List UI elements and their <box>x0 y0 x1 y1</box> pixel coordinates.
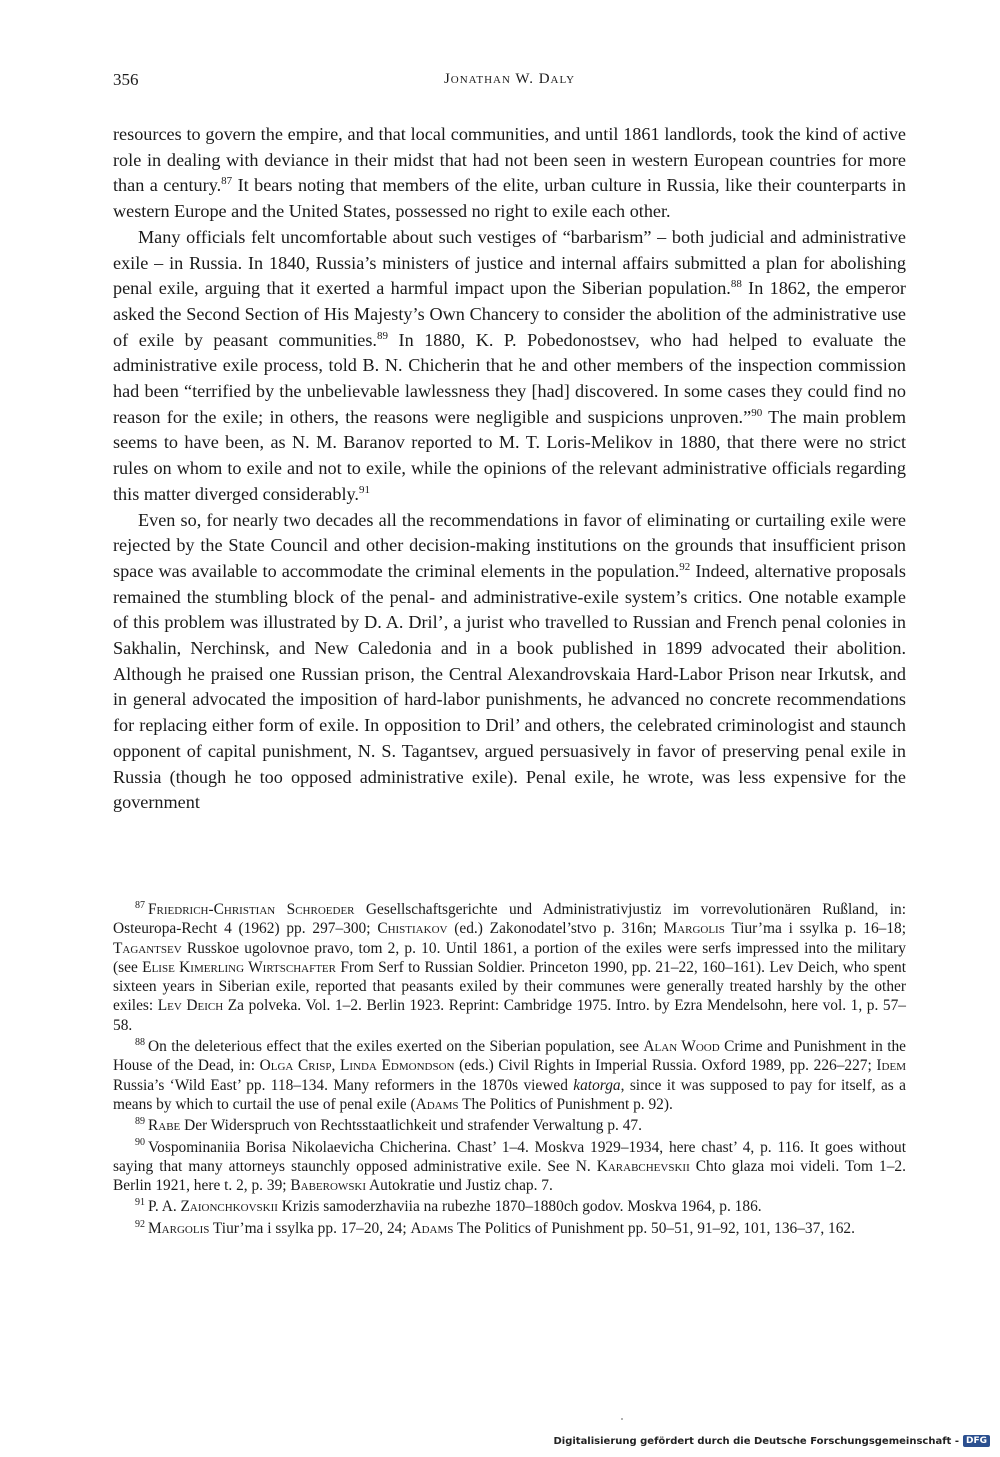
funding-text: Digitalisierung gefördert durch die Deutsche Forschungsgemeinschaft - <box>553 1435 959 1447</box>
footnote-ref: 89 <box>376 329 388 342</box>
footnote-ref: 91 <box>358 483 370 496</box>
running-head: Jonathan W. Daly <box>443 71 576 87</box>
footnotes <box>113 900 906 1240</box>
footnote-90: $^{90}$ Vospominaniia Borisa Nikolaevicha Chicherina. Chast’ 1–4. Moskva 1929–1934, here chast’ 4, p. 116. It goes without saying that many attorneys staunchly opposed administrative exile. See N. Karabchevskii Chto glaza moi videli. Tom 1–2. Berlin 1921, here t. 2, p. 39; Baberowski Autokratie und Justiz chap. 7. <box>113 1137 906 1195</box>
footnote-89: $^{89}$ Rabe Der Widerspruch von Rechtsstaatlichkeit und strafender Verwaltung p. 47. <box>135 1116 642 1135</box>
paragraph: resources to govern the empire, and that local communities, and until 1861 landlords, took the kind of active role in dealing with deviance in their midst that had not been seen in western European countries for more than a century.$^{87}$ It bears noting that members of the elite, urban culture in Russia, like their counterparts in western Europe and the United States, possessed no right to exile each other. <box>113 124 906 222</box>
paragraph: Many officials felt uncomfortable about such vestiges of “barbarism” – both judicial and administrative exile – in Russia. In 1840, Russia’s ministers of justice and internal affairs submitted a plan for abolishing penal exile, arguing that it exerted a harmful impact upon the Siberian population.$^{88}$ In 1862, the emperor asked the Second Section of His Majesty’s Own Chancery to consider the abolition of the administrative use of exile by peasant communities.$^{89}$ In 1880, K. P. Pobedonostsev, who had helped to evaluate the administrative exile process, told B. N. Chicherin that he and other members of the inspection commission had been “terrified by the unbelievable lawlessness they [had] discovered. In some cases they could find no reason for the exile; in others, the reasons were negligible and suspicions unproven.”$^{90}$ The main problem seems to have been, as N. M. Baranov reported to M. T. Loris-Melikov in 1880, that there were no strict rules on whom to exile and not to exile, while the opinions of the relevant administrative officials regarding this matter diverged considerably.$^{91}$ <box>113 226 906 504</box>
footnote-ref: 87 <box>221 175 233 188</box>
page-number: 356 <box>113 70 139 89</box>
body-text <box>113 122 906 816</box>
page-header <box>113 70 906 94</box>
funding-notice <box>553 1435 990 1447</box>
footnote-87: $^{87}$ Friedrich-Christian Schroeder Gesellschaftsgerichte und Administrativjustiz im vorrevolutionären Rußland, in: Osteuropa-Recht 4 (1962) pp. 297–300; Chistiakov (ed.) Zakonodatel’stvo p. 316n; Margolis Tiur’ma i ssylka p. 16–18; Tagantsev Russkoe ugolovnoe pravo, tom 2, p. 10. Until 1861, a portion of the exiles were serfs impressed into the military (see Elise Kimerling Wirtschafter From Serf to Russian Soldier. Princeton 1990, pp. 21–22, 160–161). Lev Deich, who spent sixteen years in Siberian exile, reported that peasants exiled by their communes were generally treated harshly by the other exiles: Lev Deich Za polveka. Vol. 1–2. Berlin 1923. Reprint: Cambridge 1975. Intro. by Ezra Mendelsohn, here vol. 1, p. 57–58. <box>113 899 907 1034</box>
footnote-92: $^{92}$ Margolis Tiur’ma i ssylka pp. 17–20, 24; Adams The Politics of Punishment pp. 50–51, 91–92, 101, 136–37, 162. <box>135 1218 855 1237</box>
paragraph: Even so, for nearly two decades all the recommendations in favor of eliminating or curtailing exile were rejected by the State Council and other decision-making institutions on the grounds that insufficient prison space was available to accommodate the criminal elements in the population.$^{92}$ Indeed, alternative proposals remained the stumbling block of the penal- and administrative-exile system’s critics. One notable example of this problem was illustrated by D. A. Dril’, a jurist who travelled to Russian and French penal colonies in Sakhalin, Nerchinsk, and New Caledonia and in a book published in 1899 advocated their abolition. Although he praised one Russian prison, the Central Alexandrovskaia Hard-Labor Prison near Irkutsk, and in general advocated the imposition of hard-labor punishments, he advanced no concrete recommendations for replacing either form of exile. In opposition to Dril’ and others, the celebrated criminologist and staunch opponent of capital punishment, N. S. Tagantsev, argued persuasively in favor of preserving penal exile in Russia (though he too opposed administrative exile). Penal exile, he wrote, was less expensive for the government <box>113 509 906 813</box>
scan-speck <box>621 1418 623 1420</box>
footnote-ref: 88 <box>730 278 742 291</box>
footnote-91: $^{91}$ P. A. Zaionchkovskii Krizis samoderzhaviia na rubezhe 1870–1880ch godov. Moskva 1964, p. 186. <box>135 1197 762 1216</box>
dfg-logo: DFG <box>963 1435 990 1447</box>
footnote-ref: 92 <box>679 560 691 573</box>
footnote-ref: 90 <box>751 406 763 419</box>
footnote-88: $^{88}$ On the deleterious effect that the exiles exerted on the Siberian population, see Alan Wood Crime and Punishment in the House of the Dead, in: Olga Crisp, Linda Edmondson (eds.) Civil Rights in Imperial Russia. Oxford 1989, pp. 226–227; Idem Russia’s ‘Wild East’ pp. 118–134. Many reformers in the 1870s viewed katorga, since it was supposed to pay for itself, as a means by which to curtail the use of penal exile (Adams The Politics of Punishment p. 92). <box>113 1036 906 1113</box>
